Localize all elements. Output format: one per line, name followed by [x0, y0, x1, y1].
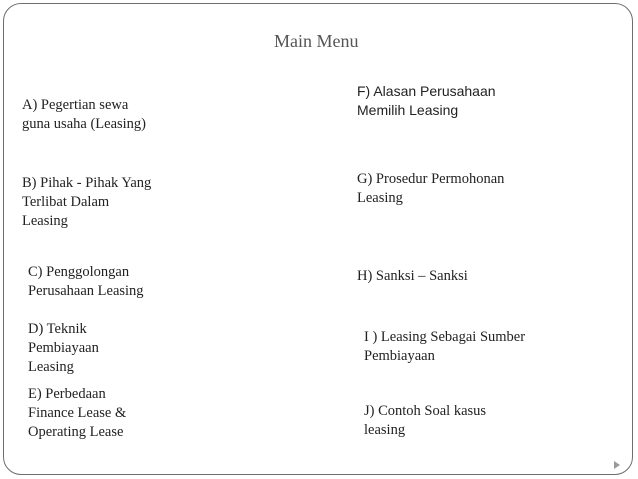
- slide-frame: [3, 3, 633, 475]
- menu-item-j[interactable]: J) Contoh Soal kasus leasing: [364, 403, 487, 438]
- menu-item-g[interactable]: G) Prosedur Permohonan Leasing: [357, 171, 505, 206]
- menu-item-e[interactable]: E) Perbedaan Finance Lease & Operating Lease: [28, 386, 127, 440]
- menu-item-f[interactable]: F) Alasan Perusahaan Memilih Leasing: [357, 83, 496, 118]
- menu-item-i[interactable]: I ) Leasing Sebagai Sumber Pembiayaan: [364, 329, 526, 364]
- menu-item-h[interactable]: H) Sanksi – Sanksi: [357, 268, 468, 284]
- menu-item-d[interactable]: D) Teknik Pembiayaan Leasing: [28, 321, 99, 375]
- menu-item-a[interactable]: A) Pegertian sewa guna usaha (Leasing): [22, 97, 147, 132]
- slide-title: Main Menu: [274, 31, 359, 51]
- play-arrow-icon[interactable]: [614, 461, 620, 469]
- menu-item-b[interactable]: B) Pihak - Pihak Yang Terlibat Dalam Leasing: [22, 175, 152, 229]
- menu-item-c[interactable]: C) Penggolongan Perusahaan Leasing: [28, 264, 144, 299]
